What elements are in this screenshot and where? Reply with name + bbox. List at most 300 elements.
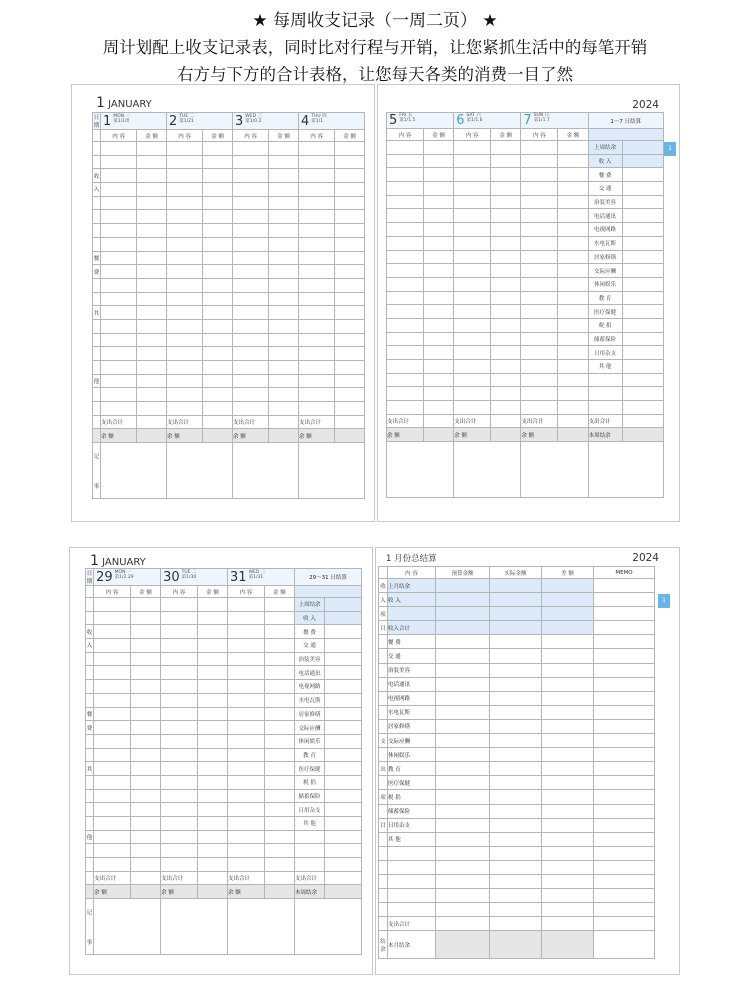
entry-amount[interactable]	[137, 402, 167, 416]
summary-amount[interactable]	[542, 790, 594, 804]
memo-cell[interactable]	[594, 846, 655, 860]
entry-amount[interactable]	[137, 169, 167, 183]
entry-amount[interactable]	[264, 598, 294, 612]
entry-amount[interactable]	[335, 347, 365, 361]
entry-content[interactable]	[167, 210, 203, 224]
entry-amount[interactable]	[130, 803, 160, 817]
summary-amount[interactable]	[622, 264, 663, 278]
summary-amount[interactable]	[436, 635, 490, 649]
entry-content[interactable]	[299, 319, 335, 333]
entry-amount[interactable]	[423, 291, 453, 305]
entry-content[interactable]	[161, 611, 198, 625]
entry-content[interactable]	[101, 306, 137, 320]
entry-amount[interactable]	[335, 402, 365, 416]
entry-content[interactable]	[94, 625, 131, 639]
entry-amount[interactable]	[269, 374, 299, 388]
entry-content[interactable]	[94, 707, 131, 721]
entry-amount[interactable]	[269, 292, 299, 306]
entry-amount[interactable]	[335, 292, 365, 306]
entry-content[interactable]	[167, 196, 203, 210]
summary-amount[interactable]	[542, 903, 594, 917]
week-balance-amount[interactable]	[622, 428, 663, 442]
entry-amount[interactable]	[130, 639, 160, 653]
summary-amount[interactable]	[325, 611, 362, 625]
entry-amount[interactable]	[137, 306, 167, 320]
entry-amount[interactable]	[491, 318, 521, 332]
summary-amount[interactable]	[436, 917, 490, 931]
summary-amount[interactable]	[325, 817, 362, 831]
entry-content[interactable]	[521, 291, 558, 305]
entry-content[interactable]	[161, 721, 198, 735]
entry-amount[interactable]	[491, 332, 521, 346]
entry-content[interactable]	[161, 830, 198, 844]
summary-amount[interactable]	[490, 691, 542, 705]
balance-amount[interactable]	[264, 885, 294, 899]
entry-amount[interactable]	[137, 196, 167, 210]
entry-content[interactable]	[299, 169, 335, 183]
memo-cell[interactable]	[594, 903, 655, 917]
entry-content[interactable]	[228, 721, 265, 735]
entry-amount[interactable]	[203, 374, 233, 388]
entry-content[interactable]	[94, 611, 131, 625]
entry-amount[interactable]	[264, 625, 294, 639]
balance-amount[interactable]	[558, 428, 588, 442]
entry-amount[interactable]	[335, 251, 365, 265]
entry-amount[interactable]	[264, 666, 294, 680]
entry-content[interactable]	[161, 803, 198, 817]
entry-amount[interactable]	[137, 237, 167, 251]
entry-amount[interactable]	[130, 680, 160, 694]
summary-amount[interactable]	[542, 889, 594, 903]
entry-content[interactable]	[387, 332, 424, 346]
entry-content[interactable]	[387, 346, 424, 360]
entry-amount[interactable]	[197, 789, 227, 803]
memo-cell[interactable]	[233, 443, 299, 499]
summary-amount[interactable]	[622, 360, 663, 374]
entry-amount[interactable]	[130, 666, 160, 680]
entry-amount[interactable]	[423, 223, 453, 237]
entry-amount[interactable]	[491, 182, 521, 196]
entry-amount[interactable]	[137, 292, 167, 306]
summary-amount[interactable]	[542, 762, 594, 776]
entry-content[interactable]	[299, 265, 335, 279]
entry-amount[interactable]	[264, 680, 294, 694]
entry-content[interactable]	[101, 388, 137, 402]
entry-content[interactable]	[521, 168, 558, 182]
entry-content[interactable]	[521, 264, 558, 278]
entry-content[interactable]	[454, 291, 491, 305]
entry-content[interactable]	[454, 250, 491, 264]
entry-content[interactable]	[228, 680, 265, 694]
entry-amount[interactable]	[558, 387, 588, 401]
entry-amount[interactable]	[203, 224, 233, 238]
entry-content[interactable]	[299, 155, 335, 169]
summary-amount[interactable]	[436, 762, 490, 776]
memo-cell[interactable]	[594, 790, 655, 804]
entry-content[interactable]	[454, 209, 491, 223]
entry-amount[interactable]	[197, 611, 227, 625]
entry-content[interactable]	[101, 210, 137, 224]
summary-amount[interactable]	[325, 789, 362, 803]
entry-amount[interactable]	[269, 196, 299, 210]
entry-content[interactable]	[387, 291, 424, 305]
entry-content[interactable]	[521, 195, 558, 209]
entry-content[interactable]	[521, 236, 558, 250]
summary-amount[interactable]	[622, 168, 663, 182]
entry-content[interactable]	[101, 169, 137, 183]
entry-content[interactable]	[167, 155, 203, 169]
entry-content[interactable]	[299, 333, 335, 347]
entry-amount[interactable]	[130, 775, 160, 789]
entry-amount[interactable]	[491, 387, 521, 401]
entry-amount[interactable]	[203, 278, 233, 292]
memo-cell[interactable]	[228, 899, 295, 955]
entry-content[interactable]	[387, 360, 424, 374]
entry-content[interactable]	[161, 858, 198, 872]
summary-amount[interactable]	[542, 748, 594, 762]
entry-content[interactable]	[101, 251, 137, 265]
entry-amount[interactable]	[264, 721, 294, 735]
entry-amount[interactable]	[203, 402, 233, 416]
entry-content[interactable]	[167, 142, 203, 156]
entry-amount[interactable]	[269, 210, 299, 224]
summary-amount[interactable]	[490, 776, 542, 790]
entry-amount[interactable]	[558, 195, 588, 209]
entry-amount[interactable]	[269, 347, 299, 361]
entry-content[interactable]	[161, 844, 198, 858]
entry-content[interactable]	[387, 401, 424, 415]
entry-amount[interactable]	[137, 251, 167, 265]
entry-amount[interactable]	[423, 195, 453, 209]
entry-amount[interactable]	[269, 155, 299, 169]
total-amount[interactable]	[325, 871, 362, 885]
summary-amount[interactable]	[325, 762, 362, 776]
entry-content[interactable]	[454, 195, 491, 209]
entry-content[interactable]	[94, 639, 131, 653]
summary-amount[interactable]	[490, 762, 542, 776]
entry-amount[interactable]	[130, 693, 160, 707]
entry-amount[interactable]	[491, 360, 521, 374]
entry-amount[interactable]	[491, 209, 521, 223]
entry-content[interactable]	[101, 196, 137, 210]
entry-amount[interactable]	[423, 250, 453, 264]
memo-cell[interactable]	[594, 705, 655, 719]
entry-amount[interactable]	[264, 639, 294, 653]
entry-content[interactable]	[228, 693, 265, 707]
entry-amount[interactable]	[137, 319, 167, 333]
entry-amount[interactable]	[130, 762, 160, 776]
entry-content[interactable]	[387, 154, 424, 168]
entry-amount[interactable]	[558, 305, 588, 319]
summary-amount[interactable]	[325, 734, 362, 748]
entry-amount[interactable]	[130, 721, 160, 735]
entry-content[interactable]	[387, 209, 424, 223]
entry-amount[interactable]	[197, 707, 227, 721]
entry-content[interactable]	[521, 182, 558, 196]
summary-amount[interactable]	[622, 236, 663, 250]
memo-cell[interactable]	[594, 579, 655, 593]
entry-content[interactable]	[228, 748, 265, 762]
entry-content[interactable]	[161, 734, 198, 748]
summary-amount[interactable]	[325, 775, 362, 789]
memo-cell[interactable]	[594, 593, 655, 607]
summary-amount[interactable]	[436, 677, 490, 691]
entry-content[interactable]	[94, 680, 131, 694]
entry-content[interactable]	[101, 347, 137, 361]
entry-content[interactable]	[228, 803, 265, 817]
entry-content[interactable]	[521, 318, 558, 332]
entry-content[interactable]	[101, 402, 137, 416]
entry-amount[interactable]	[269, 265, 299, 279]
entry-content[interactable]	[521, 387, 558, 401]
summary-amount[interactable]	[490, 607, 542, 621]
entry-amount[interactable]	[423, 318, 453, 332]
summary-amount[interactable]	[490, 677, 542, 691]
entry-amount[interactable]	[558, 346, 588, 360]
entry-amount[interactable]	[197, 666, 227, 680]
summary-amount[interactable]	[542, 874, 594, 888]
entry-amount[interactable]	[558, 154, 588, 168]
entry-amount[interactable]	[197, 748, 227, 762]
entry-content[interactable]	[228, 817, 265, 831]
entry-amount[interactable]	[264, 611, 294, 625]
entry-amount[interactable]	[423, 182, 453, 196]
entry-amount[interactable]	[137, 224, 167, 238]
entry-amount[interactable]	[269, 402, 299, 416]
summary-amount[interactable]	[325, 748, 362, 762]
entry-amount[interactable]	[137, 210, 167, 224]
summary-amount[interactable]	[490, 734, 542, 748]
entry-amount[interactable]	[137, 333, 167, 347]
entry-content[interactable]	[387, 318, 424, 332]
summary-amount[interactable]	[436, 804, 490, 818]
memo-cell[interactable]	[594, 748, 655, 762]
entry-content[interactable]	[94, 775, 131, 789]
memo-cell[interactable]	[594, 677, 655, 691]
entry-amount[interactable]	[558, 291, 588, 305]
summary-amount[interactable]	[436, 931, 490, 959]
entry-amount[interactable]	[203, 361, 233, 375]
entry-content[interactable]	[101, 292, 137, 306]
entry-content[interactable]	[299, 224, 335, 238]
entry-amount[interactable]	[423, 154, 453, 168]
summary-amount[interactable]	[325, 598, 362, 612]
entry-amount[interactable]	[269, 169, 299, 183]
entry-amount[interactable]	[558, 236, 588, 250]
memo-cell[interactable]	[594, 734, 655, 748]
entry-content[interactable]	[521, 250, 558, 264]
entry-content[interactable]	[454, 154, 491, 168]
entry-amount[interactable]	[491, 277, 521, 291]
entry-content[interactable]	[101, 265, 137, 279]
summary-amount[interactable]	[490, 635, 542, 649]
entry-content[interactable]	[454, 401, 491, 415]
entry-amount[interactable]	[203, 388, 233, 402]
entry-amount[interactable]	[203, 347, 233, 361]
entry-content[interactable]	[167, 361, 203, 375]
entry-content[interactable]	[299, 361, 335, 375]
summary-amount[interactable]	[542, 804, 594, 818]
entry-content[interactable]	[454, 264, 491, 278]
entry-amount[interactable]	[335, 333, 365, 347]
entry-content[interactable]	[299, 306, 335, 320]
entry-amount[interactable]	[203, 292, 233, 306]
entry-content[interactable]	[454, 223, 491, 237]
summary-amount[interactable]	[325, 693, 362, 707]
entry-amount[interactable]	[269, 183, 299, 197]
entry-amount[interactable]	[264, 775, 294, 789]
entry-content[interactable]	[233, 347, 269, 361]
entry-amount[interactable]	[197, 721, 227, 735]
balance-amount[interactable]	[491, 428, 521, 442]
summary-amount[interactable]	[622, 250, 663, 264]
entry-content[interactable]	[299, 237, 335, 251]
total-amount[interactable]	[269, 415, 299, 429]
entry-content[interactable]	[94, 693, 131, 707]
summary-amount[interactable]	[542, 832, 594, 846]
entry-amount[interactable]	[335, 278, 365, 292]
summary-amount[interactable]	[436, 846, 490, 860]
entry-content[interactable]	[387, 305, 424, 319]
entry-content[interactable]	[167, 347, 203, 361]
entry-amount[interactable]	[423, 236, 453, 250]
entry-content[interactable]	[454, 387, 491, 401]
entry-amount[interactable]	[264, 858, 294, 872]
entry-amount[interactable]	[203, 142, 233, 156]
entry-content[interactable]	[161, 652, 198, 666]
entry-content[interactable]	[233, 196, 269, 210]
entry-content[interactable]	[228, 598, 265, 612]
entry-amount[interactable]	[558, 277, 588, 291]
summary-amount[interactable]	[542, 705, 594, 719]
entry-content[interactable]	[167, 319, 203, 333]
entry-content[interactable]	[454, 168, 491, 182]
memo-cell[interactable]	[454, 442, 521, 498]
summary-amount[interactable]	[490, 917, 542, 931]
entry-content[interactable]	[454, 141, 491, 155]
entry-content[interactable]	[521, 401, 558, 415]
summary-amount[interactable]	[622, 182, 663, 196]
summary-amount[interactable]	[490, 804, 542, 818]
entry-amount[interactable]	[423, 209, 453, 223]
entry-amount[interactable]	[269, 361, 299, 375]
memo-cell[interactable]	[94, 899, 161, 955]
entry-content[interactable]	[94, 858, 131, 872]
entry-amount[interactable]	[130, 817, 160, 831]
total-amount[interactable]	[197, 871, 227, 885]
summary-amount[interactable]	[622, 291, 663, 305]
entry-content[interactable]	[233, 374, 269, 388]
summary-amount[interactable]	[622, 223, 663, 237]
entry-amount[interactable]	[264, 789, 294, 803]
entry-content[interactable]	[233, 169, 269, 183]
summary-amount[interactable]	[436, 748, 490, 762]
summary-amount[interactable]	[436, 860, 490, 874]
entry-content[interactable]	[299, 142, 335, 156]
summary-amount[interactable]	[325, 639, 362, 653]
entry-amount[interactable]	[197, 762, 227, 776]
entry-amount[interactable]	[491, 141, 521, 155]
summary-amount[interactable]	[436, 621, 490, 635]
summary-amount[interactable]	[436, 832, 490, 846]
entry-content[interactable]	[167, 169, 203, 183]
entry-content[interactable]	[94, 598, 131, 612]
summary-amount[interactable]	[490, 748, 542, 762]
memo-cell[interactable]	[594, 874, 655, 888]
summary-amount[interactable]	[622, 318, 663, 332]
entry-content[interactable]	[233, 292, 269, 306]
summary-amount[interactable]	[436, 649, 490, 663]
entry-content[interactable]	[228, 844, 265, 858]
entry-content[interactable]	[94, 844, 131, 858]
total-amount[interactable]	[203, 415, 233, 429]
entry-content[interactable]	[228, 707, 265, 721]
entry-content[interactable]	[233, 306, 269, 320]
summary-amount[interactable]	[542, 818, 594, 832]
summary-amount[interactable]	[325, 680, 362, 694]
entry-amount[interactable]	[335, 319, 365, 333]
entry-content[interactable]	[101, 183, 137, 197]
entry-content[interactable]	[233, 251, 269, 265]
entry-content[interactable]	[233, 278, 269, 292]
entry-content[interactable]	[387, 264, 424, 278]
memo-cell[interactable]	[594, 931, 655, 959]
entry-amount[interactable]	[335, 388, 365, 402]
entry-amount[interactable]	[423, 346, 453, 360]
total-amount[interactable]	[130, 871, 160, 885]
summary-amount[interactable]	[490, 719, 542, 733]
summary-amount[interactable]	[622, 141, 663, 155]
entry-content[interactable]	[454, 305, 491, 319]
entry-amount[interactable]	[269, 319, 299, 333]
entry-amount[interactable]	[558, 182, 588, 196]
total-amount[interactable]	[335, 415, 365, 429]
month-tab[interactable]: 1	[658, 594, 670, 608]
entry-content[interactable]	[299, 374, 335, 388]
entry-amount[interactable]	[203, 169, 233, 183]
total-amount[interactable]	[622, 414, 663, 428]
entry-content[interactable]	[161, 775, 198, 789]
entry-amount[interactable]	[423, 141, 453, 155]
entry-amount[interactable]	[203, 196, 233, 210]
entry-content[interactable]	[233, 155, 269, 169]
entry-content[interactable]	[161, 666, 198, 680]
entry-content[interactable]	[94, 789, 131, 803]
entry-content[interactable]	[233, 388, 269, 402]
entry-amount[interactable]	[197, 817, 227, 831]
summary-amount[interactable]	[622, 195, 663, 209]
entry-amount[interactable]	[491, 154, 521, 168]
entry-amount[interactable]	[335, 142, 365, 156]
entry-content[interactable]	[101, 237, 137, 251]
summary-amount[interactable]	[542, 860, 594, 874]
memo-cell[interactable]	[588, 442, 663, 498]
memo-cell[interactable]	[294, 899, 361, 955]
summary-amount[interactable]	[436, 874, 490, 888]
entry-amount[interactable]	[558, 168, 588, 182]
entry-content[interactable]	[521, 223, 558, 237]
entry-amount[interactable]	[269, 251, 299, 265]
memo-cell[interactable]	[594, 762, 655, 776]
memo-cell[interactable]	[594, 917, 655, 931]
memo-cell[interactable]	[594, 691, 655, 705]
entry-content[interactable]	[167, 278, 203, 292]
entry-amount[interactable]	[423, 277, 453, 291]
entry-amount[interactable]	[197, 803, 227, 817]
summary-amount[interactable]	[436, 579, 490, 593]
entry-amount[interactable]	[491, 250, 521, 264]
memo-cell[interactable]	[167, 443, 233, 499]
